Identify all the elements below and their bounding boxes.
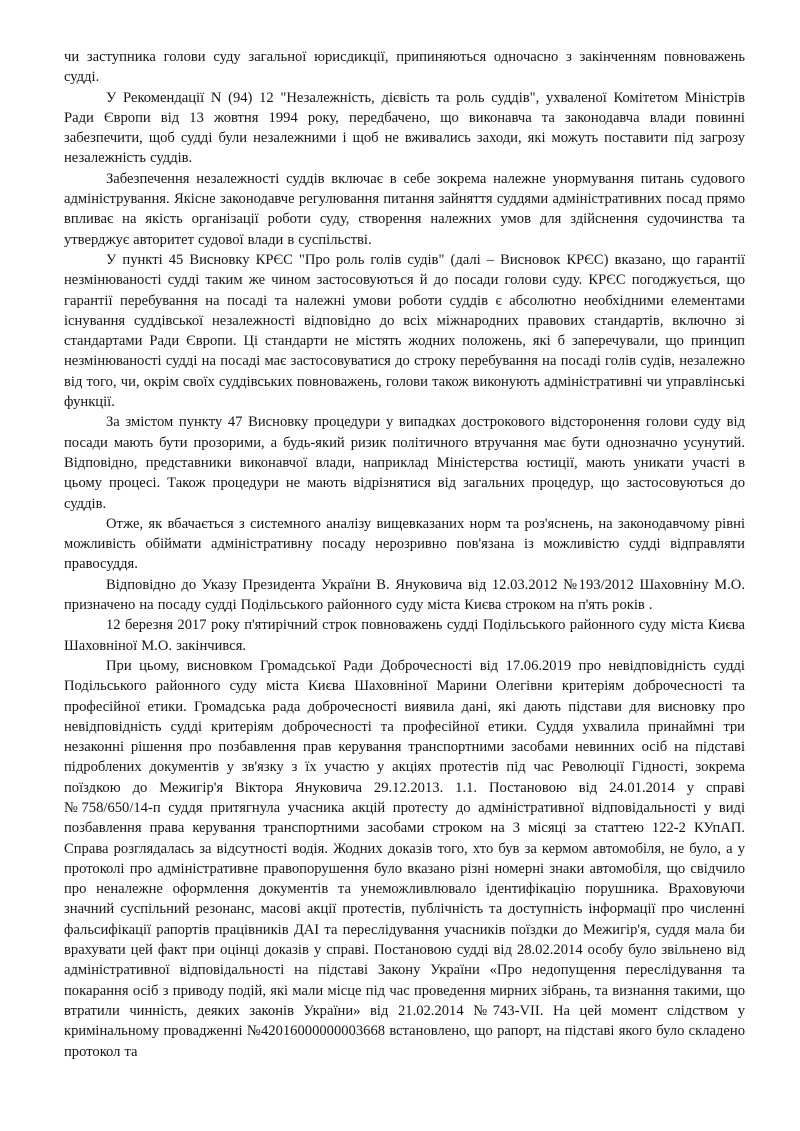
- paragraph-judicial-administration: Забезпечення незалежності суддів включає в себе зокрема належне унормування питань судового адміністрування. Якісне законодавче регулювання питання зайняття суддями адміністративних посад прямо впливає на якість організації роботи суду, створення належних умов для здійснення судочинства та утверджує авторитет судової влади в суспільстві.: [64, 170, 745, 248]
- paragraph-ccje-point-45: У пункті 45 Висновку КРЄС "Про роль голів судів" (далі – Висновок КРЄС) вказано, що гарантії незмінюваності судді таким же чином застосовуються й до посади голови суду. КРЄС погоджується, що гарантії перебування на посаді та належні умови роботи суддів є абсолютно необхідними елементами існування суддівської незалежності відповідно до всіх міжнародних правових стандартів, включно зі стандартами Ради Європи. Ці стандарти не містять жодних положень, які б заперечували, що принцип незмінюваності судді на посаді має застосовуватися до строку перебування на посаді голів судів, незалежно від того, чи, окрім своїх суддівських повноважень, голови також виконують адміністративні чи управлінські функції.: [64, 251, 745, 411]
- paragraph-continuation: чи заступника голови суду загальної юрисдикції, припиняються одночасно з закінченням повноважень судді.: [64, 49, 745, 86]
- paragraph-presidential-decree: Відповідно до Указу Президента України В. Януковича від 12.03.2012 №193/2012 Шаховніну М.О. призначено на посаду судді Подільського районного суду міста Києва строком на п'ять років .: [64, 576, 745, 614]
- paragraph-ccje-point-47: За змістом пункту 47 Висновку процедури у випадках дострокового відсторонення голови суду від посади мають бути прозорими, а будь-який ризик політичного втручання має бути однозначно усунутий. Відповідно, представники виконавчої влади, наприклад Міністерства юстиції, мають уникати участі в цьому процесі. Також процедури не мають відрізнятися від загальних процедур, що застосовуються до суддів.: [64, 414, 745, 512]
- paragraph-term-expired: 12 березня 2017 року п'ятирічний строк повноважень судді Подільського районного суду міста Києва Шаховніної М.О. закінчився.: [64, 617, 745, 654]
- paragraph-conclusion-analysis: Отже, як вбачається з системного аналізу вищевказаних норм та роз'яснень, на законодавчому рівні можливість обіймати адміністративну посаду нерозривно пов'язана із можливістю судді відправляти правосуддя.: [64, 515, 745, 573]
- paragraph-integrity-council-opinion: При цьому, висновком Громадської Ради Доброчесності від 17.06.2019 про невідповідність судді Подільського районного суду міста Києва Шаховніної Марини Олегівни критеріям доброчесності та професійної етики. Громадська рада доброчесності виявила дані, які дають підстави для висновку про невідповідність судді критеріям доброчесності та професійної етики. Суддя ухвалила принаймні три незаконні рішення про позбавлення прав керування транспортними засобами невинних осіб на підставі підроблених документів у зв'язку з їх участю у акціях протестів під час Революції Гідності, зокрема поїздкою до Межигір'я Віктора Януковича 29.12.2013. 1.1. Постановою від 24.01.2014 у справі №758/650/14-п суддя притягнула учасника акцій протесту до адміністративної відповідальності у виді позбавлення права керування транспортними засобами строком на 3 місяці за статтею 122-2 КУпАП. Справа розглядалась за відсутності водія. Жодних доказів того, хто був за кермом автомобіля, не було, а у протоколі про адміністративне правопорушення було вказано різні номерні знаки автомобіля, що свідчило про неналежне оформлення документів та унеможливлювало ідентифікацію порушника. Враховуючи значний суспільний резонанс, масові акції протестів, публічність та доступність інформації про численні фальсифікації рапортів працівників ДАІ та переслідування учасників поїздки до Межигір'я, суддя мала би врахувати цей факт при оцінці доказів у справі. Постановою судді від 28.02.2014 особу було звільнено від адміністративної відповідальності на підставі Закону України «Про недопущення переслідування та покарання осіб з приводу подій, які мали місце під час проведення мирних зібрань, та визнання такими, що втратили чинність, деяких законів України» від 21.02.2014 №743-VII. На цей момент слідством у кримінальному провадженні №42016000000003668 встановлено, що рапорт, на підставі якого було складено протокол та: [64, 657, 745, 1060]
- paragraph-recommendation-94-12: У Рекомендації N (94) 12 "Незалежність, дієвість та роль суддів", ухваленої Комітетом Міністрів Ради Європи від 13 жовтня 1994 року, передбачено, що виконавча та законодавча влади повинні забезпечити, щоб судді були незалежними і щоб не вживались заходи, які можуть поставити під загрозу незалежність суддів.: [64, 89, 745, 167]
